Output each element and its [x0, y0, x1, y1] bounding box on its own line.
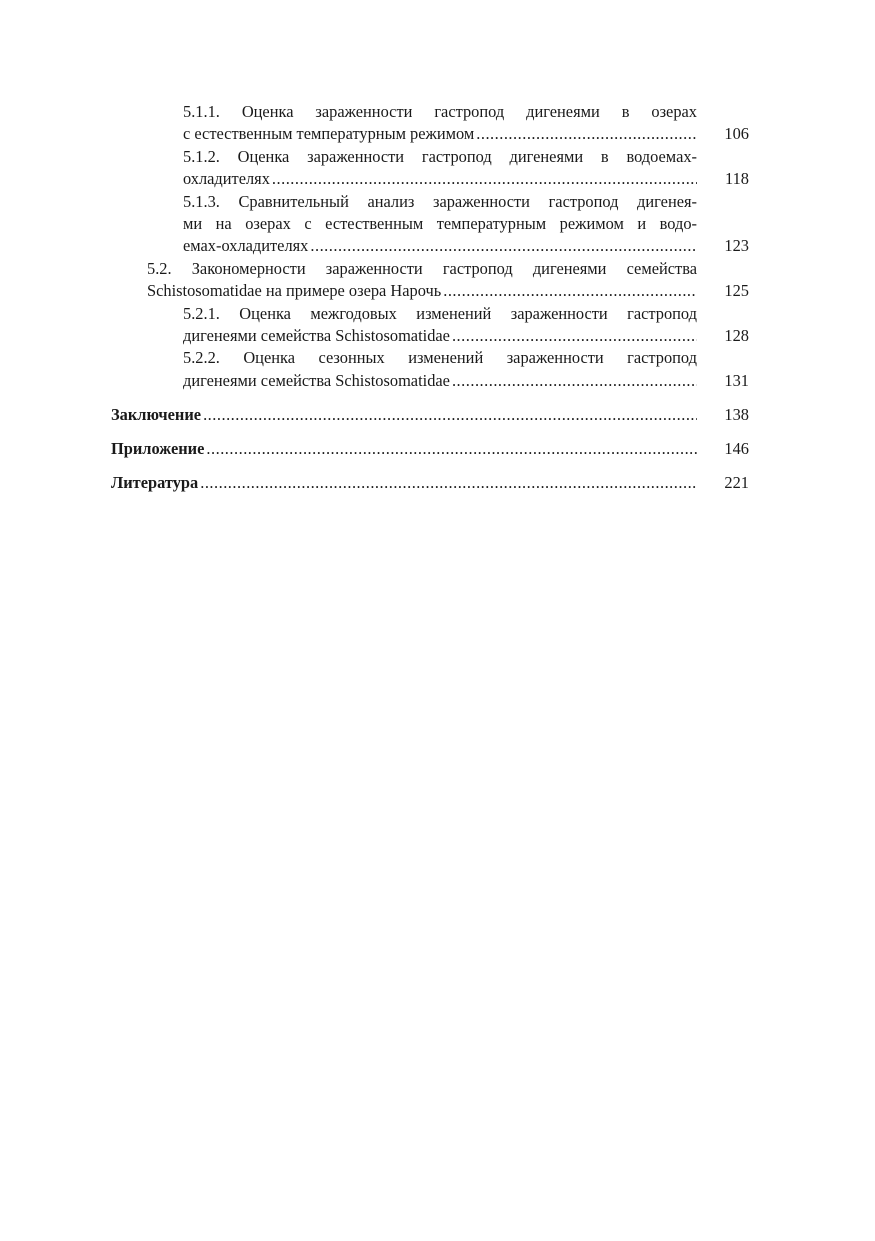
toc-entry-appendix[interactable]	[111, 438, 751, 460]
toc-entry-5-2[interactable]	[111, 258, 751, 303]
toc-entry-text-line: 5.2.1. Оценка межгодовых изменений зараженности гастропод	[183, 303, 697, 323]
toc-page-number: 106	[724, 124, 749, 144]
toc-entry-title: дигенеями семейства Schistosomatidae	[183, 370, 450, 390]
toc-entry-5-2-2[interactable]	[111, 347, 751, 392]
table-of-contents	[111, 101, 751, 494]
toc-entry-conclusion[interactable]	[111, 404, 751, 426]
toc-entry-5-1-2[interactable]	[111, 146, 751, 191]
toc-page-number: 123	[724, 236, 749, 256]
dot-leader	[200, 472, 697, 494]
toc-entry-5-1-1[interactable]	[111, 101, 751, 146]
toc-entry-title: емах-охладителях	[183, 236, 309, 256]
dot-leader	[203, 404, 697, 426]
toc-page-number: 221	[724, 472, 749, 492]
dot-leader	[452, 325, 697, 347]
toc-entry-text-line: 5.2.2. Оценка сезонных изменений зараженности гастропод	[183, 348, 697, 368]
toc-page-number: 131	[724, 370, 749, 390]
toc-page-number: 138	[724, 404, 749, 424]
toc-page-number: 128	[724, 326, 749, 346]
toc-entry-title: дигенеями семейства Schistosomatidae	[183, 326, 450, 346]
toc-entry-text-line: 5.1.2. Оценка зараженности гастропод дигенеями в водоемах-	[183, 146, 697, 166]
toc-page-number: 118	[725, 169, 749, 189]
toc-entry-5-1-3[interactable]	[111, 191, 751, 258]
toc-entry-text-line: 5.1.1. Оценка зараженности гастропод дигенеями в озерах	[183, 102, 697, 121]
dot-leader	[443, 280, 697, 302]
dot-leader	[272, 168, 697, 190]
toc-entry-title: Schistosomatidae на примере озера Нарочь	[147, 281, 442, 301]
dot-leader	[476, 123, 697, 145]
dot-leader	[206, 438, 697, 460]
toc-entry-references[interactable]	[111, 472, 751, 494]
toc-entry-title: Приложение	[111, 438, 205, 458]
toc-entry-title: охладителях	[183, 169, 270, 189]
dot-leader	[310, 235, 697, 257]
toc-entry-text-line: 5.1.3. Сравнительный анализ зараженности гастропод дигенея-	[183, 191, 697, 211]
toc-page-number: 146	[724, 438, 749, 458]
toc-entry-text-line: 5.2. Закономерности зараженности гастропод дигенеями семейства	[147, 258, 697, 278]
toc-page-number: 125	[724, 281, 749, 301]
dot-leader	[452, 370, 697, 392]
toc-entry-title: Литература	[111, 472, 199, 492]
toc-entry-title: с естественным температурным режимом	[183, 124, 475, 144]
toc-entry-5-2-1[interactable]	[111, 303, 751, 348]
toc-entry-text-line: ми на озерах с естественным температурным режимом и водо-	[183, 214, 697, 234]
toc-entry-title: Заключение	[111, 404, 202, 424]
